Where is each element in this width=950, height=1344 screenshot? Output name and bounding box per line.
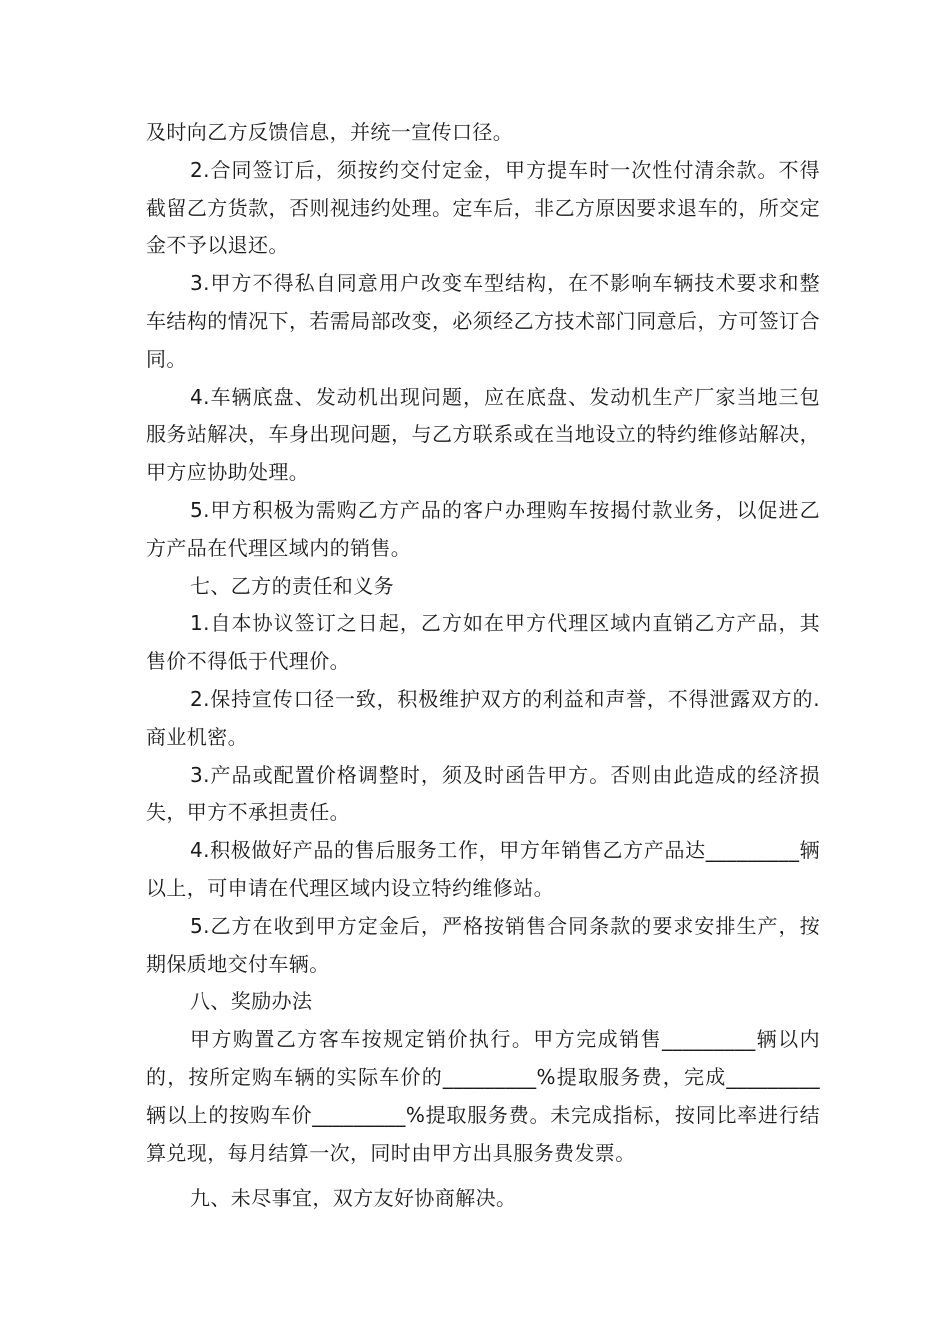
paragraph-6-3: 3.甲方不得私自同意用户改变车型结构，在不影响车辆技术要求和整车结构的情况下，若需局部改变，必须经乙方技术部门同意后，方可签订合同。 (146, 271, 820, 371)
paragraph-7-1: 1.自本协议签订之日起，乙方如在甲方代理区域内直销乙方产品，其售价不得低于代理价。 (146, 611, 820, 674)
paragraph-6-4: 4.车辆底盘、发动机出现问题，应在底盘、发动机生产厂家当地三包服务站解决，车身出现问题，与乙方联系或在当地设立的特约维修站解决，甲方应协助处理。 (146, 384, 820, 485)
section-heading-7: 七、乙方的责任和义务 (190, 573, 394, 598)
paragraph-7-2: 2.保持宣传口径一致，积极维护双方的利益和声誉，不得泄露双方的.商业机密。 (146, 686, 820, 749)
paragraph-7-3: 3.产品或配置价格调整时，须及时函告甲方。否则由此造成的经济损失，甲方不承担责任。 (146, 762, 820, 825)
document-body (146, 114, 820, 1218)
section-heading-9: 九、未尽事宜，双方友好协商解决。 (190, 1186, 517, 1211)
paragraph-7-5: 5.乙方在收到甲方定金后，严格按销售合同条款的要求安排生产，按期保质地交付车辆。 (146, 913, 820, 976)
paragraph-6-5: 5.甲方积极为需购乙方产品的客户办理购车按揭付款业务，以促进乙方产品在代理区域内的销售。 (146, 497, 820, 560)
paragraph-7-4: 4.积极做好产品的售后服务工作，甲方年销售乙方产品达_________辆以上，可申请在代理区域内设立特约维修站。 (146, 838, 820, 900)
paragraph-continuation: 及时向乙方反馈信息，并统一宣传口径。 (146, 120, 514, 144)
paragraph-6-2: 2.合同签订后，须按约交付定金，甲方提车时一次性付清余款。不得截留乙方货款，否则视违约处理。定车后，非乙方原因要求退车的，所交定金不予以退还。 (146, 157, 820, 258)
section-heading-8: 八、奖励办法 (190, 989, 313, 1014)
paragraph-8-body: 甲方购置乙方客车按规定销价执行。甲方完成销售_________辆以内的，按所定购车辆的实际车价的_________%提取服务费，完成_________辆以上的按购车价_________%提取服务费。未完成指标，按同比率进行结算兑现，每月结算一次，同时由甲方出具服务费发票。 (146, 1027, 820, 1165)
